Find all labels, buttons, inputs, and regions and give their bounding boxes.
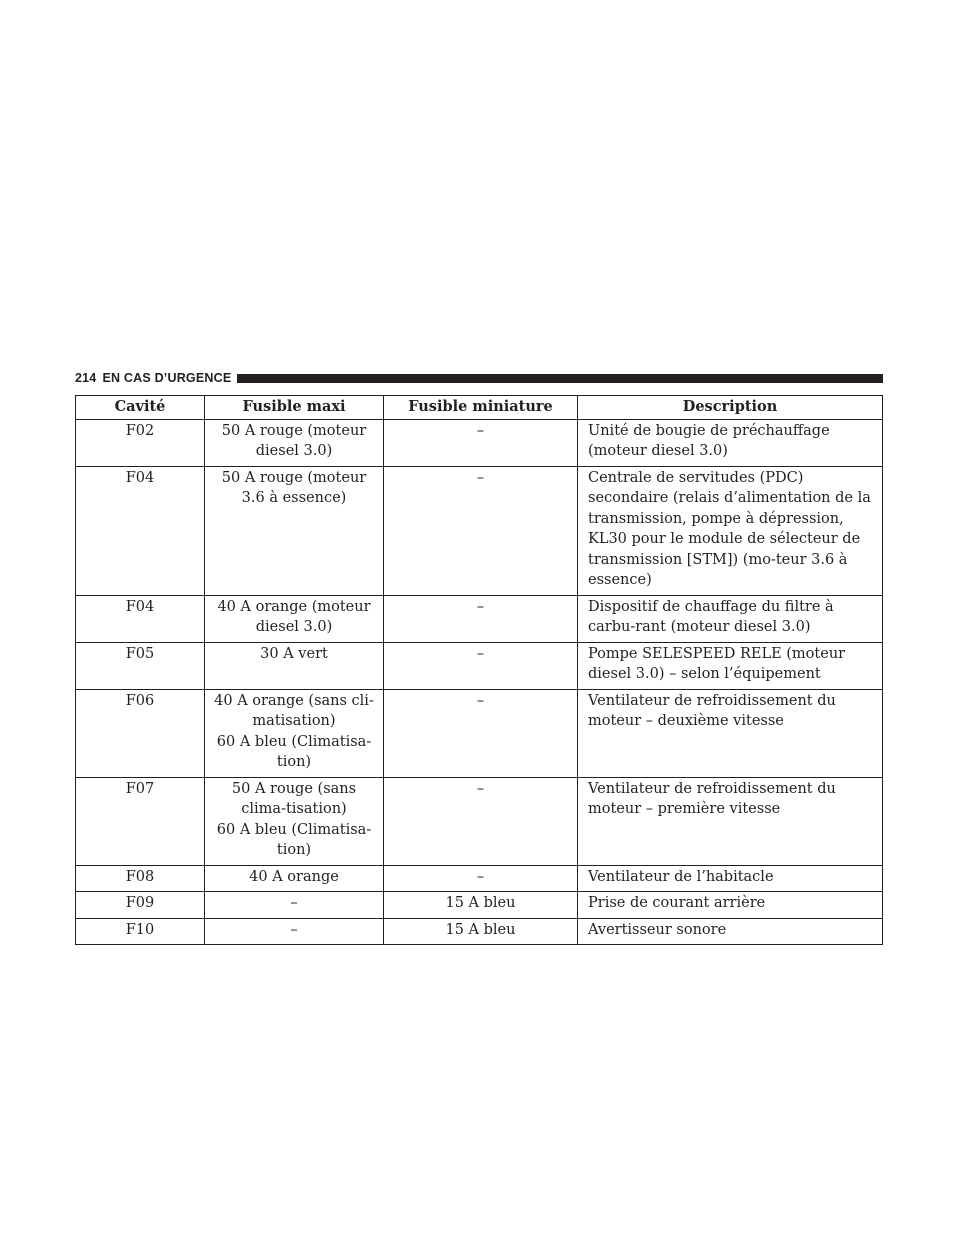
table-row [76, 777, 883, 865]
maxi-fuse-cell [205, 777, 384, 865]
maxi-fuse-cell [205, 892, 384, 919]
table-row [76, 595, 883, 642]
maxi-fuse-value: 40 A orange (moteur diesel 3.0) [217, 598, 371, 635]
maxi-fuse-cell [205, 595, 384, 642]
page-header [75, 368, 883, 388]
cavity-cell: F04 [76, 466, 205, 595]
table-header-row [76, 396, 883, 420]
table-row [76, 466, 883, 595]
header-rule [237, 374, 883, 383]
mini-fuse-cell: – [384, 642, 578, 689]
maxi-fuse-value: 40 A orange (sans cli-matisation) [214, 692, 374, 729]
description-cell: Unité de bougie de préchauffage (moteur diesel 3.0) [578, 419, 883, 466]
maxi-fuse-cell [205, 466, 384, 595]
page-number: 214 [75, 371, 97, 385]
cavity-cell: F05 [76, 642, 205, 689]
mini-fuse-cell: 15 A bleu [384, 918, 578, 945]
maxi-fuse-value: – [290, 921, 298, 938]
description-cell: Ventilateur de refroidissement du moteur – première vitesse [578, 777, 883, 865]
table-row [76, 918, 883, 945]
mini-fuse-cell: – [384, 865, 578, 892]
description-cell: Ventilateur de refroidissement du moteur – deuxième vitesse [578, 689, 883, 777]
maxi-fuse-cell [205, 419, 384, 466]
mini-fuse-cell: – [384, 777, 578, 865]
maxi-fuse-value: 50 A rouge (moteur 3.6 à essence) [221, 469, 367, 506]
cavity-cell: F09 [76, 892, 205, 919]
maxi-fuse-value: 40 A orange [249, 868, 339, 885]
description-cell: Centrale de servitudes (PDC) secondaire (relais d’alimentation de la transmission, pompe à dépression, KL30 pour le module de sélecteur de transmission [STM]) (mo-teur 3.6 à essence) [578, 466, 883, 595]
cavity-cell: F06 [76, 689, 205, 777]
table-row [76, 419, 883, 466]
description-cell: Pompe SELESPEED RELE (moteur diesel 3.0) – selon l’équipement [578, 642, 883, 689]
fuse-table [75, 395, 883, 945]
section-title: EN CAS D’URGENCE [102, 371, 232, 385]
maxi-fuse-value: 60 A bleu (Climatisa-tion) [216, 821, 372, 858]
maxi-fuse-value: 50 A rouge (moteur diesel 3.0) [221, 422, 367, 459]
maxi-fuse-value: 50 A rouge (sans clima-tisation) [231, 780, 357, 817]
maxi-fuse-cell [205, 642, 384, 689]
cavity-cell: F04 [76, 595, 205, 642]
cavity-cell: F02 [76, 419, 205, 466]
table-body [76, 419, 883, 945]
mini-fuse-cell: 15 A bleu [384, 892, 578, 919]
description-cell: Dispositif de chauffage du filtre à carbu-rant (moteur diesel 3.0) [578, 595, 883, 642]
maxi-fuse-value: – [290, 895, 298, 911]
mini-fuse-cell: – [384, 595, 578, 642]
header-maxi-fuse: Fusible maxi [205, 396, 384, 420]
maxi-fuse-cell [205, 918, 384, 945]
maxi-fuse-cell [205, 865, 384, 892]
mini-fuse-cell: – [384, 466, 578, 595]
table-row [76, 865, 883, 892]
header-cavity: Cavité [76, 396, 205, 420]
description-cell: Prise de courant arrière [578, 892, 883, 919]
header-mini-fuse: Fusible miniature [384, 396, 578, 420]
table-row [76, 642, 883, 689]
maxi-fuse-value: 60 A bleu (Climatisa-tion) [216, 733, 372, 770]
mini-fuse-cell: – [384, 689, 578, 777]
cavity-cell: F07 [76, 777, 205, 865]
table-row [76, 689, 883, 777]
mini-fuse-cell: – [384, 419, 578, 466]
header-description: Description [578, 396, 883, 420]
maxi-fuse-cell [205, 689, 384, 777]
table-row [76, 892, 883, 919]
cavity-cell: F10 [76, 918, 205, 945]
cavity-cell: F08 [76, 865, 205, 892]
description-cell: Ventilateur de l’habitacle [578, 865, 883, 892]
maxi-fuse-value: 30 A vert [260, 645, 328, 662]
description-cell: Avertisseur sonore [578, 918, 883, 945]
